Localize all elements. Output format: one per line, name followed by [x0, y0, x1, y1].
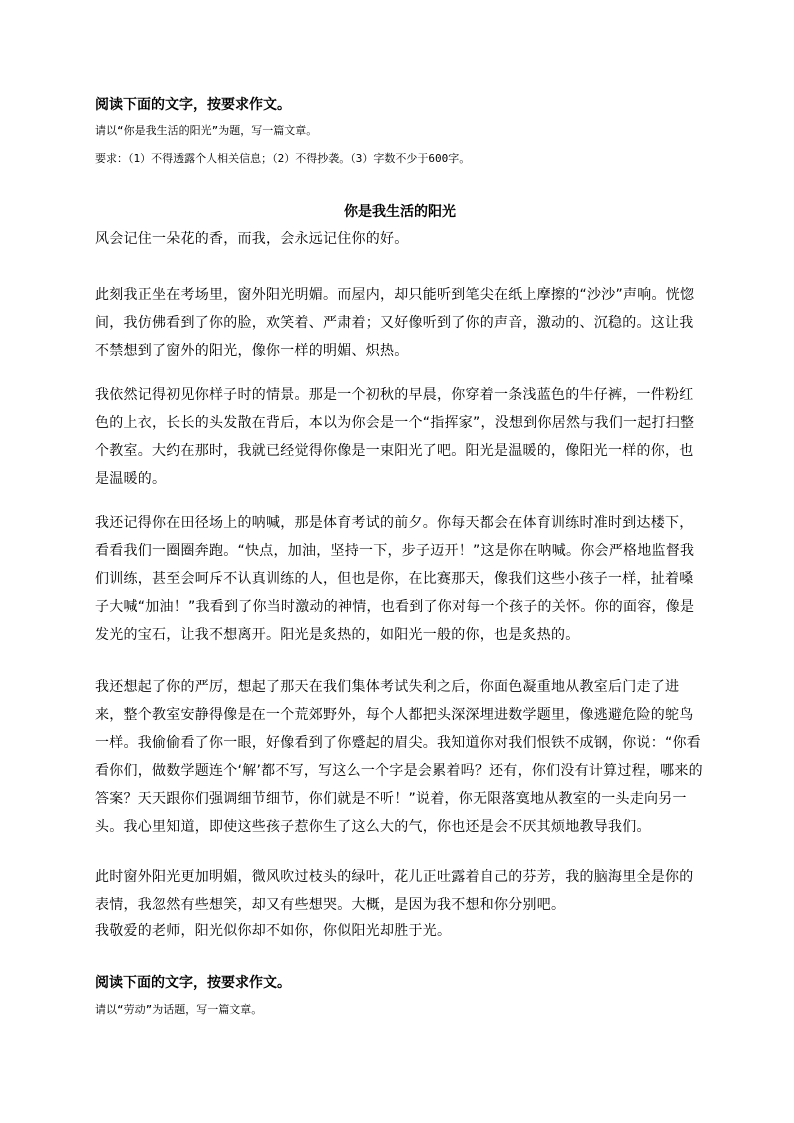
section1-prompt: 请以“你是我生活的阳光”为题，写一篇文章。 [95, 124, 318, 137]
section1-heading: 阅读下面的文字，按要求作文。 [95, 97, 291, 113]
section2-prompt: 请以“劳动”为话题，写一篇文章。 [95, 1003, 263, 1016]
essay-paragraph-6: 此时窗外阳光更加明媚，微风吹过枝头的绿叶，花儿正吐露着自己的芬芳，我的脑海里全是你的表情，我忽然有些想笑，却又有些想哭。大概，是因为我不想和你分别吧。 [95, 869, 694, 913]
essay-paragraph-4: 我还记得你在田径场上的呐喊，那是体育考试的前夕。你每天都会在体育训练时准时到达楼下，看看我们一圈圈奔跑。“快点，加油，坚持一下，步子迈开！”这是你在呐喊。你会严格地监督我们训练，甚至会呵斥不认真训练的人，但也是你，在比赛那天，像我们这些小孩子一样，扯着嗓子大喊“加油！”我看到了你当时激动的神情，也看到了你对每一个孩子的关怀。你的面容，像是发光的宝石，让我不想离开。阳光是炙热的，如阳光一般的你，也是炙热的。 [95, 515, 695, 643]
essay-paragraph-5: 我还想起了你的严厉，想起了那天在我们集体考试失利之后，你面色凝重地从教室后门走了进来，整个教室安静得像是在一个荒郊野外，每个人都把头深深埋进数学题里，像逃避危险的鸵鸟一样。我偷偷看了你一眼，好像看到了你蹙起的眉尖。我知道你对我们恨铁不成钢，你说：“你看看你们，做数学题连个‘解’都不写，写这么一个字是会累着吗？还有，你们没有计算过程，哪来的答案？天天跟你们强调细节细节，你们就是不听！”说着，你无限落寞地从教室的一头走向另一头。我心里知道，即使这些孩子惹你生了这么大的气，你也还是会不厌其烦地教导我们。 [95, 679, 703, 835]
essay-paragraph-7: 我敬爱的老师，阳光似你却不如你，你似阳光却胜于光。 [95, 923, 452, 939]
essay-title: 你是我生活的阳光 [344, 204, 456, 220]
essay-paragraph-3: 我依然记得初见你样子时的情景。那是一个初秋的早晨，你穿着一条浅蓝色的牛仔裤，一件粉红色的上衣，长长的头发散在背后，本以为你会是一个“指挥家”，没想到你居然与我们一起打扫整个教室。大约在那时，我就已经觉得你像是一束阳光了吧。阳光是温暖的，像阳光一样的你，也是温暖的。 [95, 387, 695, 487]
essay-paragraph-2: 此刻我正坐在考场里，窗外阳光明媚。而屋内，却只能听到笔尖在纸上摩擦的“沙沙”声响。恍惚间，我仿佛看到了你的脸，欢笑着、严肃着；又好像听到了你的声音，激动的、沉稳的。这让我不禁想到了窗外的阳光，像你一样的明媚、炽热。 [95, 287, 695, 359]
essay-paragraph-1: 风会记住一朵花的香，而我，会永远记住你的好。 [95, 231, 409, 247]
section2-heading: 阅读下面的文字，按要求作文。 [95, 975, 291, 991]
section1-requirements: 要求：（1）不得透露个人相关信息；（2）不得抄袭。（3）字数不少于600字。 [95, 152, 471, 165]
